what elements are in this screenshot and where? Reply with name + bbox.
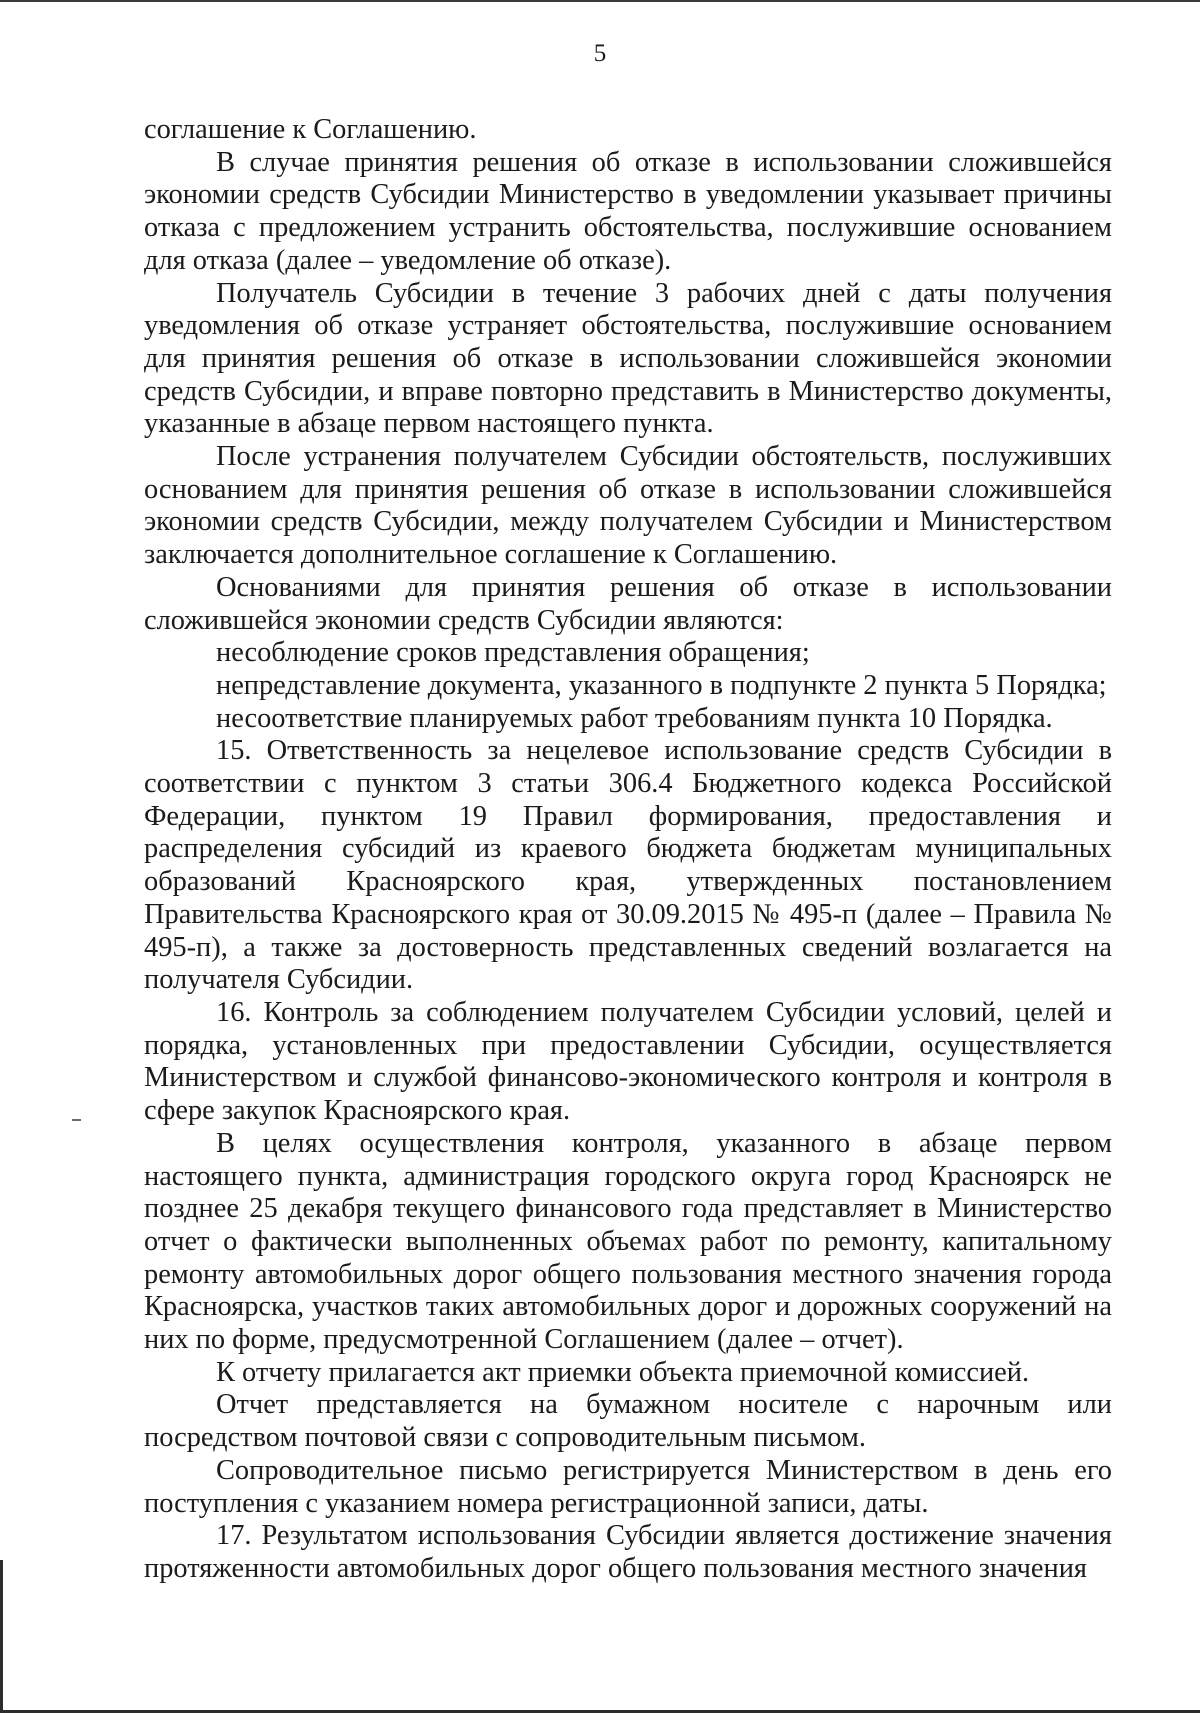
margin-mark [72,1119,81,1121]
list-item: несоответствие планируемых работ требованиям пункта 10 Порядка. [216,702,1053,734]
paragraph: В случае принятия решения об отказе в использовании сложившейся экономии средств Субсидии Министерство в уведомлении указывает причины отказа с предложением устранить обстоятельства, послужившие основанием для отказа (далее – уведомление об отказе). [144,146,1112,276]
paragraph: Основаниями для принятия решения об отказе в использовании сложившейся экономии средств Субсидии являются: [144,571,1112,636]
paragraph: К отчету прилагается акт приемки объекта приемочной комиссией. [216,1356,1030,1388]
clause-16: 16. Контроль за соблюдением получателем Субсидии условий, целей и порядка, установленных при предоставлении Субсидии, осуществляется Министерством и службой финансово-экономического контроля и контроля в сфере закупок Красноярского края. [144,996,1112,1127]
paragraph: В целях осуществления контроля, указанного в абзаце первом настоящего пункта, администрация городского округа город Красноярск не позднее 25 декабря текущего финансового года представляет в Министерство отчет о фактически выполненных объемах работ по ремонту, капитальному ремонту автомобильных дорог общего пользования местного значения города Красноярска, участков таких автомобильных дорог и дорожных сооружений на них по форме, предусмотренной Соглашением (далее – отчет). [144,1127,1112,1356]
paragraph: соглашение к Соглашению. [144,114,477,145]
clause-17: 17. Результатом использования Субсидии является достижение значения протяженности автомобильных дорог общего пользования местного значения [144,1520,1112,1584]
list-item: несоблюдение сроков представления обращения; [216,637,810,669]
scan-edge-top [0,0,1200,2]
paragraph: Отчет представляется на бумажном носителе с нарочным или посредством почтовой связи с сопроводительным письмом. [144,1389,1112,1454]
document-body [144,114,1112,1586]
page-number: 5 [593,40,607,67]
list-item: непредставление документа, указанного в подпункте 2 пункта 5 Порядка; [216,669,1107,701]
paragraph: Сопроводительное письмо регистрируется Министерством в день его поступления с указанием номера регистрационной записи, даты. [144,1454,1112,1519]
paragraph: Получатель Субсидии в течение 3 рабочих дней с даты получения уведомления об отказе устраняет обстоятельства, послужившие основанием для принятия решения об отказе в использовании сложившейся экономии средств Субсидии, и вправе повторно представить в Министерство документы, указанные в абзаце первом настоящего пункта. [144,277,1112,440]
clause-15: 15. Ответственность за нецелевое использование средств Субсидии в соответствии с пунктом 3 статьи 306.4 Бюджетного кодекса Российской Федерации, пунктом 19 Правил формирования, предоставления и распределения субсидий из краевого бюджета бюджетам муниципальных образований Красноярского края, утвержденных постановлением Правительства Красноярского края от 30.09.2015 № 495-п (далее – Правила № 495-п), а также за достоверность представленных сведений возлагается на получателя Субсидии. [144,735,1112,996]
paragraph: После устранения получателем Субсидии обстоятельств, послуживших основанием для принятия решения об отказе в использовании сложившейся экономии средств Субсидии, между получателем Субсидии и Министерством заключается дополнительное соглашение к Соглашению. [144,441,1112,571]
scan-edge-left [0,1560,3,1713]
